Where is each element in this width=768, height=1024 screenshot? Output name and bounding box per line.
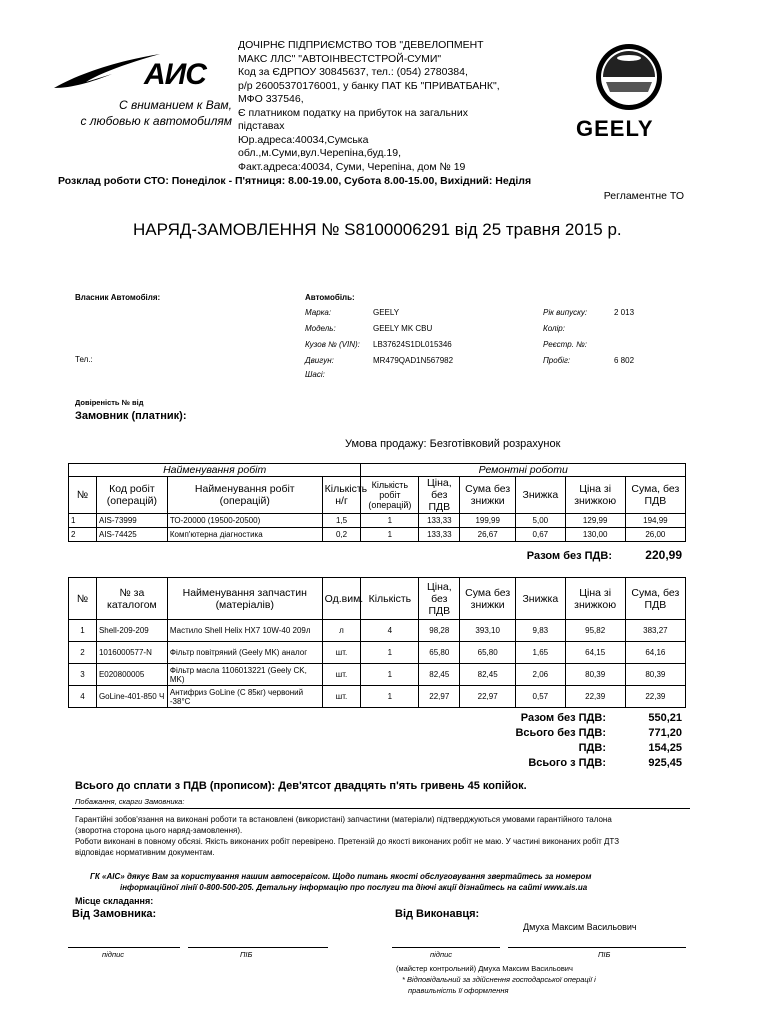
cell: 1 — [69, 620, 97, 642]
cell: 0,57 — [516, 686, 565, 708]
company-line: МАКС ЛЛС" "АВТОІНВЕСТСТРОЙ-СУМИ" — [238, 52, 442, 65]
cell: 64,15 — [565, 642, 625, 664]
cell: 129,99 — [565, 514, 625, 528]
car-reg-label: Реєстр. №: — [543, 340, 588, 349]
works-table — [68, 463, 686, 542]
total-in-words: Всього до сплати з ПДВ (прописом): Дев'ятсот двадцять п'ять гривень 45 копійок. — [75, 780, 527, 792]
parts-col-header: Сума без знижки — [460, 578, 516, 620]
cell: ТО-20000 (19500-20500) — [167, 514, 322, 528]
works-col-header: № — [69, 477, 97, 514]
warranty-text — [75, 814, 619, 858]
table-row — [69, 664, 686, 686]
total-label: ПДВ: — [578, 742, 606, 754]
cell: шт. — [322, 664, 361, 686]
cell: 82,45 — [460, 664, 516, 686]
works-col-header: Кількість н/г — [322, 477, 361, 514]
table-row — [69, 528, 686, 542]
ais-logo — [52, 52, 232, 132]
parts-table — [68, 577, 686, 708]
responsible-line: * Відповідальний за здійснення господарської операції і — [402, 975, 596, 984]
thanks-text — [90, 871, 591, 893]
geely-logo — [574, 42, 684, 142]
cell: 65,80 — [419, 642, 460, 664]
parts-col-header: № за каталогом — [96, 578, 167, 620]
car-header: Автомобіль: — [305, 293, 355, 302]
table-row — [69, 642, 686, 664]
works-col-header: Сума, без ПДВ — [625, 477, 685, 514]
total-label: Всього без ПДВ: — [515, 727, 606, 739]
place-label: Місце складання: — [75, 896, 154, 906]
executor-name: Дмуха Максим Васильович — [523, 922, 637, 932]
cell: 1 — [361, 642, 419, 664]
car-engine: MR479QAD1N567982 — [373, 356, 454, 365]
cell: 1,65 — [516, 642, 565, 664]
cell: 4 — [69, 686, 97, 708]
total-value: 925,45 — [648, 757, 682, 769]
car-color-label: Колір: — [543, 324, 565, 333]
customer-label: Замовник (платник): — [75, 410, 187, 422]
ais-slogan-1: С вниманием к Вам, — [118, 98, 232, 112]
parts-col-header: Ціна, без ПДВ — [419, 578, 460, 620]
cell: 1 — [69, 514, 97, 528]
cell: AIS-74425 — [96, 528, 167, 542]
ais-brand: АИС — [144, 58, 206, 91]
company-line: Є платником податку на прибуток на загальних — [238, 106, 468, 119]
company-line: обл.,м.Суми,вул.Черепіна,буд.19, — [238, 147, 402, 159]
thanks-line: інформаційної лінії 0-800-500-205. Детальну інформацію про послуги та діючі акції дізнайтесь на сайті www.ais.ua — [120, 883, 588, 892]
parts-col-header: Знижка — [516, 578, 565, 620]
cell: 0,2 — [322, 528, 361, 542]
cell: 2 — [69, 528, 97, 542]
works-col-header: Кількість робіт (операцій) — [361, 477, 419, 514]
company-line: Юр.адреса:40034,Сумська — [238, 133, 369, 146]
cell: 2 — [69, 642, 97, 664]
cell: 9,83 — [516, 620, 565, 642]
works-col-header: Ціна зі знижкою — [565, 477, 625, 514]
cell: 130,00 — [565, 528, 625, 542]
work-schedule: Розклад роботи СТО: Понеділок - П'ятниця: 8.00-19.00, Субота 8.00-15.00, Вихідний: Неділя — [58, 175, 532, 187]
cell: 80,39 — [625, 664, 685, 686]
cell: 2,06 — [516, 664, 565, 686]
geely-emblem-icon — [594, 42, 664, 112]
owner-label: Власник Автомобіля: — [75, 293, 161, 302]
cell: 133,33 — [419, 528, 460, 542]
total-value: 550,21 — [648, 712, 682, 724]
cell: 26,67 — [460, 528, 516, 542]
total-label: Всього з ПДВ: — [528, 757, 606, 769]
cell: 194,99 — [625, 514, 685, 528]
responsible-line: правильність її оформлення — [408, 986, 509, 995]
total-value: 771,20 — [648, 727, 682, 739]
company-line: підставах — [238, 120, 285, 132]
warranty-line: Гарантійні зобов'язання на виконані роботи та встановлені (використані) запчастини (матеріали) підтверджуються умовами гарантійного талона — [75, 815, 612, 824]
total-label: Разом без ПДВ: — [520, 712, 606, 724]
cell: 383,27 — [625, 620, 685, 642]
trust-label: Довіреність № від — [75, 398, 144, 407]
cell: 1 — [361, 686, 419, 708]
company-line: МФО 337546, — [238, 93, 304, 105]
customer-sign-label: Від Замовника: — [72, 908, 157, 920]
cell: 1016000577-N — [96, 642, 167, 664]
cell: л — [322, 620, 361, 642]
car-brand: GEELY — [373, 308, 400, 317]
cell: 95,82 — [565, 620, 625, 642]
cell: 1,5 — [322, 514, 361, 528]
company-line: р/р 26005370176001, у банку ПАТ КБ "ПРИВАТБАНК", — [238, 79, 500, 92]
works-group-right: Ремонтні роботи — [361, 464, 686, 477]
cell: 5,00 — [516, 514, 565, 528]
works-col-header: Сума без знижки — [460, 477, 516, 514]
cell: 0,67 — [516, 528, 565, 542]
executor-sign-line — [392, 947, 500, 948]
works-col-header: Найменування робіт (операцій) — [167, 477, 322, 514]
company-block — [238, 39, 500, 174]
works-total-label: Разом без ПДВ: — [526, 550, 612, 562]
car-year-label: Рік випуску: — [543, 308, 588, 317]
cell: 4 — [361, 620, 419, 642]
customer-name-line — [188, 947, 328, 948]
cell: 1 — [361, 528, 419, 542]
parts-col-header: № — [69, 578, 97, 620]
works-group-left: Найменування робіт — [69, 464, 361, 477]
master-line: (майстер контрольний) Дмуха Максим Васильович — [396, 964, 573, 973]
table-row — [69, 620, 686, 642]
tel-label: Тел.: — [75, 355, 93, 364]
works-total: 220,99 — [645, 548, 682, 562]
cell: 98,28 — [419, 620, 460, 642]
car-model-label: Модель: — [305, 324, 336, 333]
name-caption: ПІБ — [598, 950, 611, 959]
cell: Shell-209-209 — [96, 620, 167, 642]
customer-sign-line — [68, 947, 180, 948]
divider — [72, 808, 690, 809]
sign-caption: підпис — [102, 950, 124, 959]
car-vin: LB37624S1DL015346 — [373, 340, 452, 349]
company-line: Код за ЄДРПОУ 30845637, тел.: (054) 2780384, — [238, 66, 468, 78]
cell: 82,45 — [419, 664, 460, 686]
car-mileage: 6 802 — [614, 356, 635, 365]
ais-slogan-2: с любовью к автомобилям — [80, 114, 232, 128]
warranty-line: Роботи виконані в повному обсязі. Якість виконаних робіт перевірено. Претензій до якості виконаних робіт не маю. У частині виконаних робіт ДТЗ — [75, 837, 620, 846]
table-row — [69, 514, 686, 528]
cell: Фільтр масла 1106013221 (Geely CK, MK) — [167, 664, 322, 686]
car-chassis-label: Шасі: — [305, 370, 325, 379]
name-caption: ПІБ — [240, 950, 253, 959]
page-title: НАРЯД-ЗАМОВЛЕННЯ № S8100006291 від 25 травня 2015 р. — [133, 220, 622, 239]
cell: 3 — [69, 664, 97, 686]
parts-col-header: Кількість — [361, 578, 419, 620]
cell: AIS-73999 — [96, 514, 167, 528]
warranty-line: відповідає нормативним документам. — [75, 848, 215, 857]
cell: 393,10 — [460, 620, 516, 642]
payment-terms: Умова продажу: Безготівковий розрахунок — [345, 438, 561, 450]
service-type: Регламентне ТО — [603, 190, 684, 202]
cell: 133,33 — [419, 514, 460, 528]
thanks-line: ГК «АІС» дякує Вам за користування нашим автосервісом. Щодо питань якості обслуговування звертайтесь за номером — [90, 872, 592, 881]
parts-col-header: Найменування запчастин (матеріалів) — [167, 578, 322, 620]
cell: Комп'ютерна діагностика — [167, 528, 322, 542]
car-engine-label: Двигун: — [305, 356, 334, 365]
total-value: 154,25 — [648, 742, 682, 754]
cell: 65,80 — [460, 642, 516, 664]
cell: 1 — [361, 514, 419, 528]
executor-sign-label: Від Виконавця: — [395, 908, 480, 920]
cell: GoLine-401-850 Ч — [96, 686, 167, 708]
parts-col-header: Од.вим. — [322, 578, 361, 620]
cell: 80,39 — [565, 664, 625, 686]
cell: 22,97 — [460, 686, 516, 708]
cell: 26,00 — [625, 528, 685, 542]
car-brand-label: Марка: — [305, 308, 332, 317]
parts-col-header: Сума, без ПДВ — [625, 578, 685, 620]
geely-wordmark: GEELY — [576, 116, 654, 141]
cell: Мастило Shell Helix HX7 10W-40 209л — [167, 620, 322, 642]
cell: шт. — [322, 686, 361, 708]
works-col-header: Ціна, без ПДВ — [419, 477, 460, 514]
wishes-label: Побажання, скарги Замовника: — [75, 797, 185, 806]
company-line: Факт.адреса:40034, Суми, Черепіна, дом № 19 — [238, 160, 466, 173]
cell: 22,39 — [625, 686, 685, 708]
cell: Фільтр повітряний (Geely MK) аналог — [167, 642, 322, 664]
cell: шт. — [322, 642, 361, 664]
table-row — [69, 686, 686, 708]
sign-caption: підпис — [430, 950, 452, 959]
executor-name-line — [508, 947, 686, 948]
cell: 1 — [361, 664, 419, 686]
cell: 22,39 — [565, 686, 625, 708]
company-line: ДОЧІРНЄ ПІДПРИЄМСТВО ТОВ "ДЕВЕЛОПМЕНТ — [238, 39, 484, 51]
works-col-header: Знижка — [516, 477, 565, 514]
parts-col-header: Ціна зі знижкою — [565, 578, 625, 620]
cell: Антифриз GoLine (С 85кг) червоний -38°С — [167, 686, 322, 708]
cell: 199,99 — [460, 514, 516, 528]
car-mileage-label: Пробіг: — [543, 356, 571, 365]
warranty-line: (зворотна сторона цього наряд-замовлення). — [75, 826, 243, 835]
car-year: 2 013 — [614, 308, 635, 317]
cell: 64,16 — [625, 642, 685, 664]
car-model: GEELY MK CBU — [373, 324, 433, 333]
cell: 22,97 — [419, 686, 460, 708]
cell: E020800005 — [96, 664, 167, 686]
car-vin-label: Кузов № (VIN): — [305, 340, 360, 349]
works-col-header: Код робіт (операцій) — [96, 477, 167, 514]
